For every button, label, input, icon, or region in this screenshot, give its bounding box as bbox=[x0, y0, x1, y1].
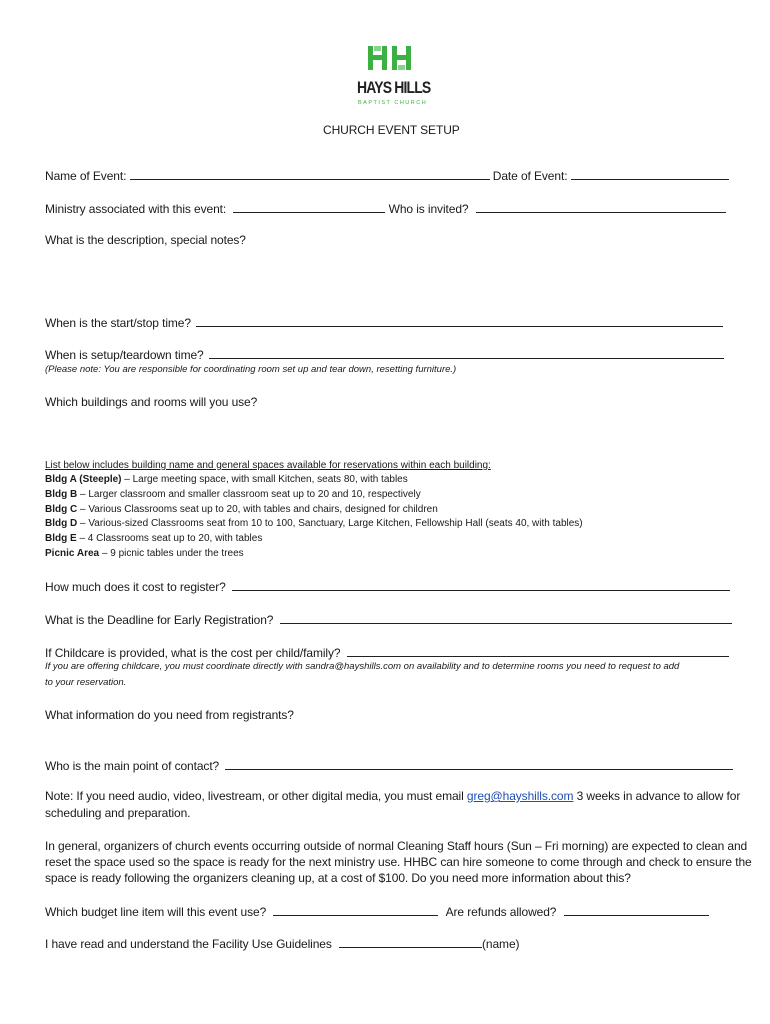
cost-label: How much does it cost to register? bbox=[45, 580, 226, 594]
agreement-row bbox=[45, 936, 519, 951]
building-list-intro: List below includes building name and general spaces available for reservations within each building: bbox=[45, 460, 491, 471]
contact-label: Who is the main point of contact? bbox=[45, 759, 220, 773]
setup-teardown-field[interactable] bbox=[209, 347, 724, 359]
start-stop-row bbox=[45, 315, 723, 330]
date-of-event-label: Date of Event: bbox=[492, 169, 568, 183]
date-of-event-field[interactable] bbox=[571, 168, 729, 180]
cleaning-line-3: space is ready following the organizers cleaning up, at a cost of $100. Do you need more information about this? bbox=[45, 871, 631, 885]
agreement-suffix: (name) bbox=[482, 937, 520, 951]
budget-row bbox=[45, 904, 709, 919]
building-name: Picnic Area bbox=[45, 548, 100, 559]
building-name: Bldg E bbox=[45, 533, 77, 544]
ministry-label: Ministry associated with this event: bbox=[45, 202, 227, 216]
page-title: CHURCH EVENT SETUP bbox=[323, 123, 460, 137]
av-note bbox=[45, 789, 740, 803]
refunds-label: Are refunds allowed? bbox=[445, 905, 557, 919]
who-invited-label: Who is invited? bbox=[388, 202, 469, 216]
name-of-event-field[interactable] bbox=[130, 168, 490, 180]
name-of-event-row bbox=[45, 168, 729, 183]
av-note-text: Note: If you need audio, video, livestream, or other digital media, you must email bbox=[45, 789, 467, 803]
childcare-note-1: If you are offering childcare, you must coordinate directly with sandra@hayshills.com on availability and to determine rooms you need to request to add bbox=[45, 661, 680, 672]
building-item bbox=[45, 548, 244, 559]
av-email-link[interactable]: greg@hayshills.com bbox=[466, 789, 574, 803]
deadline-row bbox=[45, 612, 732, 627]
building-desc: – 9 picnic tables under the trees bbox=[99, 548, 244, 559]
childcare-row bbox=[45, 645, 729, 660]
building-name: Bldg C bbox=[45, 504, 78, 515]
building-desc: – Large meeting space, with small Kitchen, seats 80, with tables bbox=[121, 474, 408, 485]
building-desc: – 4 Classrooms seat up to 20, with tables bbox=[76, 533, 263, 544]
logo-subtitle: BAPTIST CHURCH bbox=[358, 100, 428, 106]
cost-field[interactable] bbox=[232, 579, 730, 591]
building-item bbox=[45, 518, 583, 529]
cleaning-line-1: In general, organizers of church events occurring outside of normal Cleaning Staff hours (Sun – Fri morning) are expected to clean and bbox=[45, 839, 748, 853]
ministry-row bbox=[45, 201, 726, 216]
building-name: Bldg B bbox=[45, 489, 78, 500]
who-invited-field[interactable] bbox=[476, 201, 726, 213]
building-name: Bldg A (Steeple) bbox=[45, 474, 122, 485]
budget-label: Which budget line item will this event use? bbox=[45, 905, 267, 919]
description-label: What is the description, special notes? bbox=[45, 233, 246, 247]
start-stop-field[interactable] bbox=[196, 315, 723, 327]
av-note-text-after: 3 weeks in advance to allow for bbox=[573, 789, 741, 803]
church-logo bbox=[354, 40, 431, 110]
building-desc: – Various Classrooms seat up to 20, with tables and chairs, designed for children bbox=[77, 504, 438, 515]
name-of-event-label: Name of Event: bbox=[45, 169, 127, 183]
buildings-label: Which buildings and rooms will you use? bbox=[45, 395, 258, 409]
building-item bbox=[45, 474, 408, 485]
building-item bbox=[45, 504, 438, 515]
building-item bbox=[45, 533, 262, 544]
setup-teardown-label: When is setup/teardown time? bbox=[45, 348, 204, 362]
childcare-field[interactable] bbox=[347, 645, 729, 657]
budget-field[interactable] bbox=[273, 904, 438, 916]
cost-row bbox=[45, 579, 730, 594]
childcare-note-2: to your reservation. bbox=[45, 677, 127, 688]
ministry-field[interactable] bbox=[233, 201, 385, 213]
setup-teardown-row bbox=[45, 347, 724, 362]
agreement-name-field[interactable] bbox=[339, 936, 482, 948]
building-name: Bldg D bbox=[45, 518, 78, 529]
refunds-field[interactable] bbox=[564, 904, 709, 916]
contact-field[interactable] bbox=[225, 758, 733, 770]
cleaning-line-2: reset the space used so the space is ready for the next ministry use. HHBC can hire someone to come through and check to ensure the bbox=[45, 855, 752, 869]
childcare-label: If Childcare is provided, what is the cost per child/family? bbox=[45, 646, 341, 660]
deadline-label: What is the Deadline for Early Registration? bbox=[45, 613, 274, 627]
deadline-field[interactable] bbox=[280, 612, 732, 624]
setup-note: (Please note: You are responsible for coordinating room set up and tear down, resetting furniture.) bbox=[45, 364, 457, 375]
logo-wordmark: HAYS HILLS bbox=[357, 78, 431, 97]
building-desc: – Larger classroom and smaller classroom seat up to 20 and 10, respectively bbox=[77, 489, 421, 500]
contact-row bbox=[45, 758, 733, 773]
start-stop-label: When is the start/stop time? bbox=[45, 316, 191, 330]
building-desc: – Various-sized Classrooms seat from 10 to 100, Sanctuary, Large Kitchen, Fellowship Hall (seats 40, with tables) bbox=[77, 518, 583, 529]
agreement-text: I have read and understand the Facility Use Guidelines bbox=[45, 937, 332, 951]
av-note-line2: scheduling and preparation. bbox=[45, 806, 191, 820]
info-needed-label: What information do you need from registrants? bbox=[45, 708, 294, 722]
building-item bbox=[45, 489, 421, 500]
